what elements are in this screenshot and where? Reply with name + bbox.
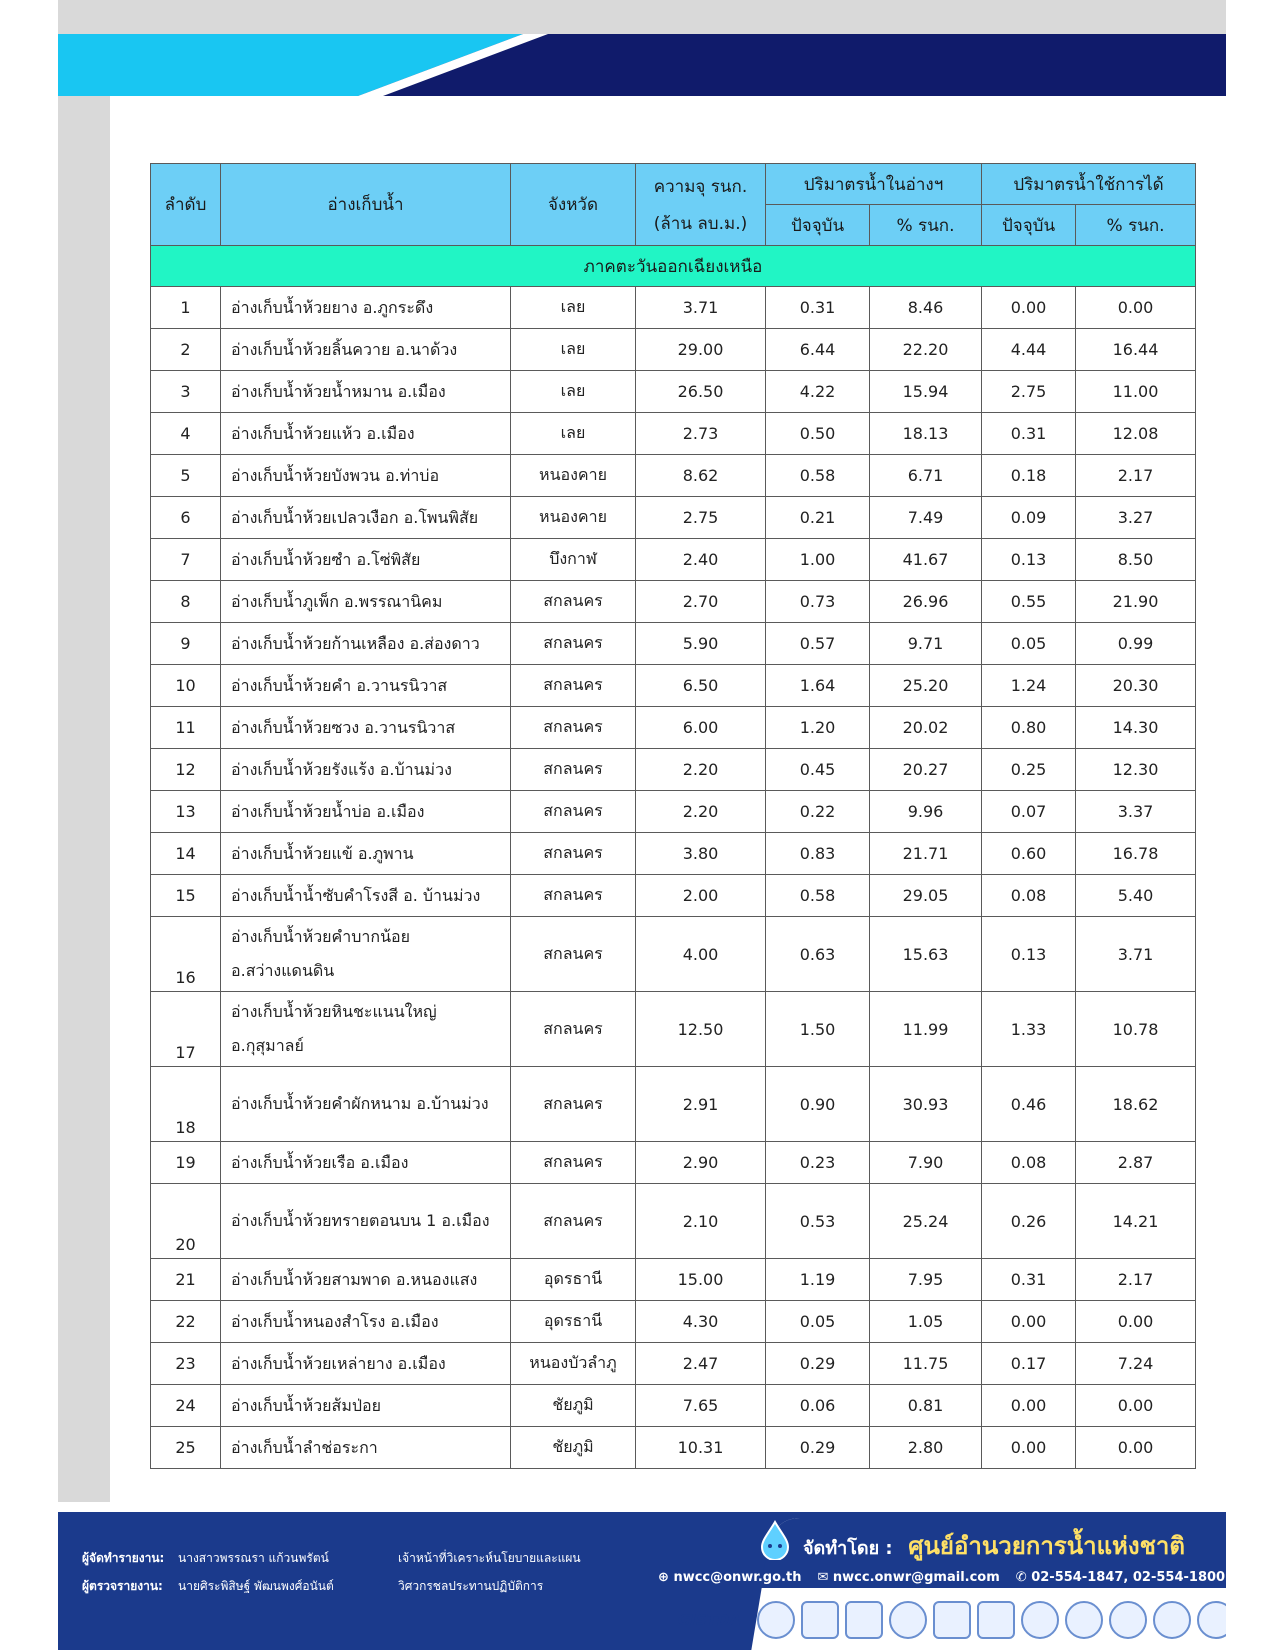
- volume-current-cell: 0.29: [766, 1427, 870, 1469]
- province-cell: สกลนคร: [511, 749, 636, 791]
- volume-current-cell: 0.06: [766, 1385, 870, 1427]
- volume-percent-cell: 22.20: [870, 329, 982, 371]
- volume-percent-cell: 15.94: [870, 371, 982, 413]
- mail-icon: ✉: [817, 1570, 829, 1585]
- bird-logo-icon: [1021, 1601, 1059, 1639]
- usable-current-cell: 0.25: [982, 749, 1076, 791]
- capacity-cell: 2.20: [636, 791, 766, 833]
- volume-current-cell: 0.22: [766, 791, 870, 833]
- circle-seal-logo-icon: [1153, 1601, 1191, 1639]
- usable-current-cell: 0.00: [982, 1385, 1076, 1427]
- usable-percent-cell: 12.08: [1076, 413, 1196, 455]
- reviewed-name: นายศิระพิสิษฐ์ พัฒนพงศ์อนันต์: [178, 1579, 334, 1593]
- reservoir-name-cell: อ่างเก็บน้ำห้วยซวง อ.วานรนิวาส: [221, 707, 511, 749]
- volume-percent-cell: 6.71: [870, 455, 982, 497]
- row-number-cell: 18: [151, 1067, 221, 1142]
- reviewed-role: วิศวกรชลประทานปฏิบัติการ: [398, 1579, 544, 1593]
- volume-current-cell: 0.29: [766, 1343, 870, 1385]
- org-name: ศูนย์อำนวยการน้ำแห่งชาติ: [908, 1532, 1185, 1560]
- capacity-cell: 3.80: [636, 833, 766, 875]
- reservoir-name-cell: อ่างเก็บน้ำห้วยคำบากน้อย อ.สว่างแดนดิน: [221, 917, 511, 992]
- globe-icon: ⊕: [658, 1570, 669, 1585]
- province-cell: เลย: [511, 413, 636, 455]
- reservoir-name-cell: อ่างเก็บน้ำห้วยเรือ อ.เมือง: [221, 1142, 511, 1184]
- contact-info: [658, 1570, 1225, 1585]
- volume-percent-cell: 9.71: [870, 623, 982, 665]
- usable-percent-cell: 14.30: [1076, 707, 1196, 749]
- capacity-cell: 2.91: [636, 1067, 766, 1142]
- table-row: [151, 1184, 1196, 1259]
- volume-percent-cell: 11.99: [870, 992, 982, 1067]
- usable-percent-cell: 21.90: [1076, 581, 1196, 623]
- usable-percent-cell: 10.78: [1076, 992, 1196, 1067]
- col-capacity-header: [636, 164, 766, 246]
- province-cell: สกลนคร: [511, 1067, 636, 1142]
- volume-percent-cell: 7.95: [870, 1259, 982, 1301]
- usable-percent-cell: 0.00: [1076, 287, 1196, 329]
- usable-current-cell: 0.31: [982, 1259, 1076, 1301]
- usable-percent-cell: 7.24: [1076, 1343, 1196, 1385]
- row-number-cell: 9: [151, 623, 221, 665]
- volume-percent-cell: 18.13: [870, 413, 982, 455]
- volume-current-cell: 1.20: [766, 707, 870, 749]
- table-row: [151, 371, 1196, 413]
- usable-current-cell: 0.13: [982, 539, 1076, 581]
- capacity-cell: 4.30: [636, 1301, 766, 1343]
- reservoir-name-cell: อ่างเก็บน้ำห้วยน้ำบ่อ อ.เมือง: [221, 791, 511, 833]
- volume-percent-cell: 26.96: [870, 581, 982, 623]
- volume-current-cell: 0.57: [766, 623, 870, 665]
- row-number-cell: 17: [151, 992, 221, 1067]
- usable-group-header: ปริมาตรน้ำใช้การได้: [982, 164, 1196, 205]
- prepared-name: นางสาวพรรณรา แก้วนพรัตน์: [178, 1551, 329, 1565]
- volume-percent-cell: 1.05: [870, 1301, 982, 1343]
- reservoir-name-cell: อ่างเก็บน้ำห้วยแห้ว อ.เมือง: [221, 413, 511, 455]
- row-number-cell: 23: [151, 1343, 221, 1385]
- capacity-cell: 4.00: [636, 917, 766, 992]
- usable-current-cell: 0.08: [982, 875, 1076, 917]
- crystal-logo-icon: [1065, 1601, 1103, 1639]
- volume-percent-cell: 20.02: [870, 707, 982, 749]
- table-row: [151, 992, 1196, 1067]
- table-row: [151, 1067, 1196, 1142]
- row-number-cell: 14: [151, 833, 221, 875]
- province-cell: สกลนคร: [511, 581, 636, 623]
- row-number-cell: 11: [151, 707, 221, 749]
- partner-logos: [678, 1598, 1226, 1642]
- row-number-cell: 6: [151, 497, 221, 539]
- usable-current-cell: 0.18: [982, 455, 1076, 497]
- volume-current-cell: 1.50: [766, 992, 870, 1067]
- prepared-role: เจ้าหน้าที่วิเคราะห์นโยบายและแผน: [398, 1551, 581, 1565]
- table-row: [151, 875, 1196, 917]
- province-cell: อุดรธานี: [511, 1259, 636, 1301]
- volume-percent-cell: 29.05: [870, 875, 982, 917]
- emblem-logo-icon: [889, 1601, 927, 1639]
- table-row: [151, 917, 1196, 992]
- usable-current-cell: 0.07: [982, 791, 1076, 833]
- reservoir-name-cell: อ่างเก็บน้ำห้วยเปลวเงือก อ.โพนพิสัย: [221, 497, 511, 539]
- volume-percent-cell: 15.63: [870, 917, 982, 992]
- province-cell: หนองคาย: [511, 497, 636, 539]
- reservoir-name-cell: อ่างเก็บน้ำห้วยส้มป่อย: [221, 1385, 511, 1427]
- usable-current-cell: 4.44: [982, 329, 1076, 371]
- usable-percent-cell: 16.44: [1076, 329, 1196, 371]
- usable-current-cell: 0.09: [982, 497, 1076, 539]
- table-row: [151, 455, 1196, 497]
- province-cell: สกลนคร: [511, 875, 636, 917]
- reservoir-name-cell: อ่างเก็บน้ำห้วยยาง อ.ภูกระดึง: [221, 287, 511, 329]
- province-cell: บึงกาฬ: [511, 539, 636, 581]
- reservoir-name-cell: อ่างเก็บน้ำห้วยสามพาด อ.หนองแสง: [221, 1259, 511, 1301]
- phone-text: 02-554-1847, 02-554-1800: [1031, 1570, 1226, 1585]
- volume-current-cell: 0.50: [766, 413, 870, 455]
- usable-current-cell: 0.17: [982, 1343, 1076, 1385]
- table-row: [151, 623, 1196, 665]
- row-number-cell: 22: [151, 1301, 221, 1343]
- volume-percent-cell: 7.90: [870, 1142, 982, 1184]
- capacity-cell: 10.31: [636, 1427, 766, 1469]
- usable-percent-cell: 11.00: [1076, 371, 1196, 413]
- region-row: ภาคตะวันออกเฉียงเหนือ: [151, 246, 1196, 287]
- province-cell: เลย: [511, 329, 636, 371]
- capacity-cell: 5.90: [636, 623, 766, 665]
- capacity-header-line2: (ล้าน ลบ.ม.): [653, 213, 748, 234]
- volume-current-cell: 6.44: [766, 329, 870, 371]
- volume-current-cell: 0.63: [766, 917, 870, 992]
- agency-logo-icon: [933, 1601, 971, 1639]
- capacity-cell: 15.00: [636, 1259, 766, 1301]
- volume-percent-cell: 7.49: [870, 497, 982, 539]
- province-cell: หนองบัวลำภู: [511, 1343, 636, 1385]
- table-row: [151, 1259, 1196, 1301]
- province-cell: เลย: [511, 371, 636, 413]
- capacity-cell: 2.90: [636, 1142, 766, 1184]
- volume-current-cell: 0.23: [766, 1142, 870, 1184]
- row-number-cell: 24: [151, 1385, 221, 1427]
- capacity-cell: 6.50: [636, 665, 766, 707]
- col-reservoir-header: อ่างเก็บน้ำ: [221, 164, 511, 246]
- top-margin-bar: [58, 0, 1226, 34]
- capacity-cell: 6.00: [636, 707, 766, 749]
- usable-percent-cell: 8.50: [1076, 539, 1196, 581]
- table-row: [151, 581, 1196, 623]
- capacity-cell: 2.70: [636, 581, 766, 623]
- usable-current-cell: 0.00: [982, 1301, 1076, 1343]
- row-number-cell: 20: [151, 1184, 221, 1259]
- usable-current-cell: 0.00: [982, 1427, 1076, 1469]
- volume-percent-cell: 41.67: [870, 539, 982, 581]
- reservoir-name-cell: อ่างเก็บน้ำห้วยแข้ อ.ภูพาน: [221, 833, 511, 875]
- building-logo-icon: [801, 1601, 839, 1639]
- row-number-cell: 19: [151, 1142, 221, 1184]
- volume-percent-cell: 8.46: [870, 287, 982, 329]
- leaf-logo-icon: [757, 1601, 795, 1639]
- capacity-cell: 8.62: [636, 455, 766, 497]
- table-row: [151, 413, 1196, 455]
- usable-current-cell: 0.26: [982, 1184, 1076, 1259]
- volume-current-cell: 0.53: [766, 1184, 870, 1259]
- prepared-label: ผู้จัดทำรายงาน:: [82, 1551, 165, 1565]
- province-cell: เลย: [511, 287, 636, 329]
- vol-current-header: ปัจจุบัน: [766, 205, 870, 246]
- row-number-cell: 10: [151, 665, 221, 707]
- footer: [58, 1512, 1226, 1650]
- usable-percent-cell: 0.00: [1076, 1427, 1196, 1469]
- table-row: [151, 1343, 1196, 1385]
- table-row: [151, 665, 1196, 707]
- reservoir-name-cell: อ่างเก็บน้ำห้วยคำผักหนาม อ.บ้านม่วง: [221, 1067, 511, 1142]
- volume-percent-cell: 0.81: [870, 1385, 982, 1427]
- volume-percent-cell: 9.96: [870, 791, 982, 833]
- table-row: [151, 539, 1196, 581]
- volume-percent-cell: 11.75: [870, 1343, 982, 1385]
- website-contact[interactable]: [658, 1570, 801, 1585]
- water-drop-icon: [758, 1520, 792, 1560]
- table-row: [151, 1427, 1196, 1469]
- reservoir-table: [150, 163, 1196, 1469]
- volume-current-cell: 4.22: [766, 371, 870, 413]
- volume-current-cell: 0.31: [766, 287, 870, 329]
- province-cell: หนองคาย: [511, 455, 636, 497]
- usable-current-cell: 0.55: [982, 581, 1076, 623]
- usable-current-cell: 0.60: [982, 833, 1076, 875]
- reservoir-name-cell: อ่างเก็บน้ำห้วยลิ้นควาย อ.นาด้วง: [221, 329, 511, 371]
- capacity-cell: 2.20: [636, 749, 766, 791]
- reservoir-name-cell: อ่างเก็บน้ำห้วยซำ อ.โซ่พิสัย: [221, 539, 511, 581]
- usable-current-cell: 0.31: [982, 413, 1076, 455]
- province-cell: อุดรธานี: [511, 1301, 636, 1343]
- capacity-cell: 7.65: [636, 1385, 766, 1427]
- header-banner: [58, 34, 1226, 96]
- province-cell: สกลนคร: [511, 1142, 636, 1184]
- province-cell: ชัยภูมิ: [511, 1427, 636, 1469]
- reservoir-name-cell: อ่างเก็บน้ำห้วยรังแร้ง อ.บ้านม่วง: [221, 749, 511, 791]
- province-cell: สกลนคร: [511, 992, 636, 1067]
- usable-current-cell: 2.75: [982, 371, 1076, 413]
- usable-current-cell: 1.24: [982, 665, 1076, 707]
- row-number-cell: 1: [151, 287, 221, 329]
- row-number-cell: 7: [151, 539, 221, 581]
- usable-current-cell: 0.00: [982, 287, 1076, 329]
- table-row: [151, 1142, 1196, 1184]
- row-number-cell: 8: [151, 581, 221, 623]
- table-row: [151, 1385, 1196, 1427]
- province-cell: ชัยภูมิ: [511, 1385, 636, 1427]
- reservoir-name-cell: อ่างเก็บน้ำห้วยบังพวน อ.ท่าบ่อ: [221, 455, 511, 497]
- capacity-cell: 2.73: [636, 413, 766, 455]
- row-number-cell: 3: [151, 371, 221, 413]
- row-number-cell: 12: [151, 749, 221, 791]
- usable-percent-cell: 16.78: [1076, 833, 1196, 875]
- volume-percent-cell: 25.24: [870, 1184, 982, 1259]
- row-number-cell: 5: [151, 455, 221, 497]
- usable-current-cell: 0.80: [982, 707, 1076, 749]
- reservoir-name-cell: อ่างเก็บน้ำห้วยน้ำหมาน อ.เมือง: [221, 371, 511, 413]
- phone-icon: ✆: [1015, 1570, 1027, 1585]
- table-row: [151, 749, 1196, 791]
- usable-percent-cell: 0.99: [1076, 623, 1196, 665]
- reservoir-name-cell: อ่างเก็บน้ำห้วยก้านเหลือง อ.ส่องดาว: [221, 623, 511, 665]
- volume-percent-cell: 2.80: [870, 1427, 982, 1469]
- usable-percent-cell: 3.37: [1076, 791, 1196, 833]
- row-number-cell: 16: [151, 917, 221, 992]
- row-number-cell: 25: [151, 1427, 221, 1469]
- usable-percent-cell: 20.30: [1076, 665, 1196, 707]
- usable-percent-cell: 12.30: [1076, 749, 1196, 791]
- row-number-cell: 13: [151, 791, 221, 833]
- usable-percent-cell: 5.40: [1076, 875, 1196, 917]
- table-row: [151, 1301, 1196, 1343]
- usable-percent-cell: 3.71: [1076, 917, 1196, 992]
- usable-current-cell: 0.05: [982, 623, 1076, 665]
- capacity-cell: 26.50: [636, 371, 766, 413]
- website-text: nwcc@onwr.go.th: [673, 1570, 802, 1585]
- volume-current-cell: 0.58: [766, 875, 870, 917]
- province-cell: สกลนคร: [511, 791, 636, 833]
- volume-current-cell: 0.90: [766, 1067, 870, 1142]
- usable-current-cell: 1.33: [982, 992, 1076, 1067]
- reservoir-name-cell: อ่างเก็บน้ำลำช่อระกา: [221, 1427, 511, 1469]
- usable-current-cell: 0.13: [982, 917, 1076, 992]
- province-cell: สกลนคร: [511, 1184, 636, 1259]
- reservoir-name-cell: อ่างเก็บน้ำห้วยหินชะแนนใหญ่ อ.กุสุมาลย์: [221, 992, 511, 1067]
- email-text: nwcc.onwr@gmail.com: [832, 1570, 1000, 1585]
- col-province-header: จังหวัด: [511, 164, 636, 246]
- usable-percent-cell: 2.17: [1076, 1259, 1196, 1301]
- volume-current-cell: 0.45: [766, 749, 870, 791]
- left-margin-bar: [58, 34, 110, 1502]
- volume-current-cell: 0.83: [766, 833, 870, 875]
- table-row: [151, 329, 1196, 371]
- reviewed-label: ผู้ตรวจรายงาน:: [82, 1579, 163, 1593]
- reservoir-name-cell: อ่างเก็บน้ำน้ำซับคำโรงสี อ. บ้านม่วง: [221, 875, 511, 917]
- use-percent-header: % รนก.: [1076, 205, 1196, 246]
- vol-percent-header: % รนก.: [870, 205, 982, 246]
- volume-group-header: ปริมาตรน้ำในอ่างฯ: [766, 164, 982, 205]
- usable-percent-cell: 2.87: [1076, 1142, 1196, 1184]
- phone-contact[interactable]: [1016, 1570, 1225, 1585]
- use-current-header: ปัจจุบัน: [982, 205, 1076, 246]
- volume-percent-cell: 30.93: [870, 1067, 982, 1142]
- reservoir-name-cell: อ่างเก็บน้ำห้วยคำ อ.วานรนิวาส: [221, 665, 511, 707]
- footer-credits: [82, 1544, 581, 1600]
- reservoir-name-cell: อ่างเก็บน้ำภูเพ็ก อ.พรรณานิคม: [221, 581, 511, 623]
- capacity-cell: 3.71: [636, 287, 766, 329]
- volume-current-cell: 0.05: [766, 1301, 870, 1343]
- usable-current-cell: 0.46: [982, 1067, 1076, 1142]
- table-row: [151, 791, 1196, 833]
- usable-percent-cell: 0.00: [1076, 1301, 1196, 1343]
- table-row: [151, 833, 1196, 875]
- capacity-cell: 2.47: [636, 1343, 766, 1385]
- row-number-cell: 21: [151, 1259, 221, 1301]
- volume-current-cell: 1.19: [766, 1259, 870, 1301]
- usable-percent-cell: 18.62: [1076, 1067, 1196, 1142]
- volume-current-cell: 0.73: [766, 581, 870, 623]
- volume-current-cell: 0.21: [766, 497, 870, 539]
- volume-percent-cell: 25.20: [870, 665, 982, 707]
- province-cell: สกลนคร: [511, 707, 636, 749]
- table-row: [151, 287, 1196, 329]
- dept-logo-icon: [1197, 1601, 1226, 1639]
- by-label: จัดทำโดย :: [803, 1538, 893, 1559]
- flag-logo-icon: [977, 1601, 1015, 1639]
- province-cell: สกลนคร: [511, 917, 636, 992]
- capacity-cell: 2.40: [636, 539, 766, 581]
- usable-percent-cell: 2.17: [1076, 455, 1196, 497]
- footer-brand: [803, 1526, 1185, 1565]
- reservoir-name-cell: อ่างเก็บน้ำหนองสำโรง อ.เมือง: [221, 1301, 511, 1343]
- volume-current-cell: 0.58: [766, 455, 870, 497]
- capacity-header-line1: ความจุ รนก.: [653, 176, 748, 197]
- capacity-cell: 2.00: [636, 875, 766, 917]
- reservoir-name-cell: อ่างเก็บน้ำห้วยเหล่ายาง อ.เมือง: [221, 1343, 511, 1385]
- province-cell: สกลนคร: [511, 623, 636, 665]
- table-row: [151, 497, 1196, 539]
- capacity-cell: 2.10: [636, 1184, 766, 1259]
- row-number-cell: 15: [151, 875, 221, 917]
- gistda-logo: GISTDA: [678, 1611, 741, 1629]
- seal-logo-icon: [1109, 1601, 1147, 1639]
- province-cell: สกลนคร: [511, 833, 636, 875]
- capacity-cell: 2.75: [636, 497, 766, 539]
- volume-percent-cell: 20.27: [870, 749, 982, 791]
- volume-current-cell: 1.00: [766, 539, 870, 581]
- province-cell: สกลนคร: [511, 665, 636, 707]
- usable-current-cell: 0.08: [982, 1142, 1076, 1184]
- row-number-cell: 4: [151, 413, 221, 455]
- reservoir-name-cell: อ่างเก็บน้ำห้วยทรายตอนบน 1 อ.เมือง: [221, 1184, 511, 1259]
- usable-percent-cell: 3.27: [1076, 497, 1196, 539]
- volume-current-cell: 1.64: [766, 665, 870, 707]
- table-row: [151, 707, 1196, 749]
- usable-percent-cell: 14.21: [1076, 1184, 1196, 1259]
- col-order-header: ลำดับ: [151, 164, 221, 246]
- capacity-cell: 12.50: [636, 992, 766, 1067]
- usable-percent-cell: 0.00: [1076, 1385, 1196, 1427]
- email-contact[interactable]: [817, 1570, 999, 1585]
- volume-percent-cell: 21.71: [870, 833, 982, 875]
- capacity-cell: 29.00: [636, 329, 766, 371]
- shield-logo-icon: [845, 1601, 883, 1639]
- row-number-cell: 2: [151, 329, 221, 371]
